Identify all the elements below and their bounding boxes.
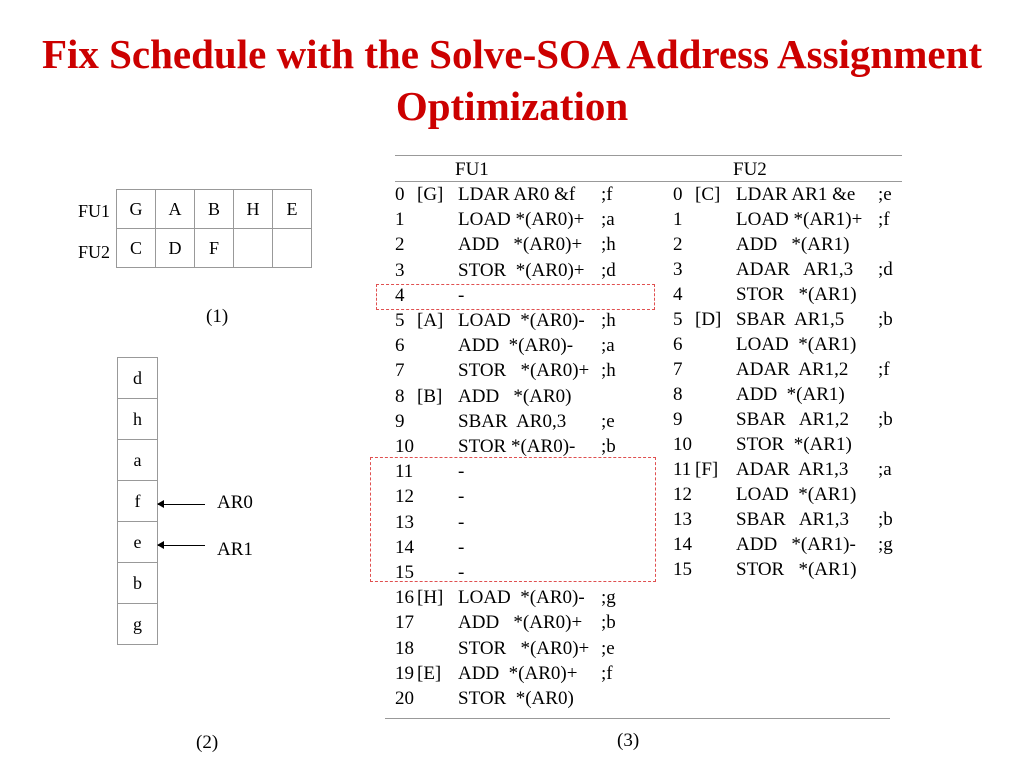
instruction: SBAR AR0,3 — [458, 410, 567, 432]
schedule-cell — [273, 229, 312, 268]
instruction: - — [458, 461, 465, 483]
line-number: 15 — [673, 559, 692, 580]
fu2-code-line — [673, 560, 908, 580]
fu2-code-line — [673, 285, 908, 305]
line-number: 1 — [395, 209, 405, 231]
memory-cell: b — [118, 563, 158, 604]
instruction: LOAD *(AR0)- — [458, 310, 585, 331]
line-number: 3 — [673, 259, 683, 280]
line-number: 9 — [673, 409, 683, 430]
fu2-code-line — [673, 410, 908, 430]
comment: ;e — [601, 637, 615, 659]
schedule-cell — [234, 229, 273, 268]
fu1-code-line — [395, 664, 631, 684]
fu1-code-line — [395, 336, 631, 356]
instruction: ADD *(AR1)- — [736, 534, 856, 555]
instruction: SBAR AR1,2 — [736, 409, 849, 430]
line-number: 20 — [395, 688, 414, 709]
instruction: STOR *(AR1) — [736, 284, 857, 305]
fu2-code-line — [673, 335, 908, 355]
instruction: LDAR AR0 &f — [458, 184, 576, 205]
fu2-code-line — [673, 460, 908, 480]
ar0-pointer-arrow — [158, 504, 205, 505]
line-number: 5 — [395, 310, 405, 331]
caption-3: (3) — [617, 730, 640, 751]
line-number: 14 — [673, 534, 692, 555]
comment: ;f — [601, 184, 613, 205]
line-number: 6 — [673, 334, 683, 355]
instruction: ADD *(AR1) — [736, 384, 845, 405]
instruction: STOR *(AR1) — [736, 559, 857, 580]
comment: ;a — [601, 335, 615, 357]
schedule-row-fu1 — [117, 190, 312, 229]
fu1-code-line — [395, 235, 631, 255]
comment: ;e — [878, 184, 892, 205]
fu1-code-line — [395, 261, 631, 281]
line-number: 7 — [395, 360, 405, 382]
instruction: LOAD *(AR1) — [736, 334, 857, 355]
line-number: 2 — [673, 234, 683, 255]
instruction: LOAD *(AR1) — [736, 484, 857, 505]
line-tag: [H] — [417, 587, 444, 609]
line-tag: [D] — [695, 309, 722, 330]
line-tag: [F] — [695, 459, 719, 480]
fu1-code-line — [395, 311, 631, 331]
instruction: ADD *(AR0)+ — [458, 234, 583, 256]
line-number: 4 — [673, 284, 683, 305]
line-number: 12 — [395, 486, 414, 508]
line-number: 10 — [395, 436, 414, 457]
line-tag: [B] — [417, 385, 443, 407]
schedule-cell: H — [234, 190, 273, 229]
line-number: 7 — [673, 359, 683, 380]
comment: ;a — [601, 209, 615, 231]
fu1-code-line — [395, 210, 631, 230]
comment: ;g — [601, 587, 616, 609]
fu2-code-line — [673, 185, 908, 205]
instruction: STOR *(AR0) — [458, 688, 574, 709]
instruction: - — [458, 486, 465, 508]
line-number: 11 — [673, 459, 692, 480]
fu1-code-line — [395, 185, 631, 205]
schedule-cell: G — [117, 190, 156, 229]
fu1-code-line — [395, 462, 631, 482]
line-number: 4 — [395, 284, 405, 306]
instruction: LOAD *(AR0)- — [458, 587, 585, 609]
fu1-code-line — [395, 689, 631, 709]
line-number: 16 — [395, 587, 414, 609]
line-number: 12 — [673, 484, 692, 505]
fu2-code-line — [673, 485, 908, 505]
comment: ;b — [878, 309, 893, 330]
memory-cell: e — [118, 522, 158, 563]
line-number: 10 — [673, 434, 692, 455]
line-number: 13 — [673, 509, 692, 530]
line-number: 14 — [395, 536, 414, 558]
fu1-code-line — [395, 412, 631, 432]
instruction: ADD *(AR0)- — [458, 335, 574, 357]
comment: ;b — [878, 409, 893, 430]
memory-cell: a — [118, 440, 158, 481]
line-number: 13 — [395, 511, 414, 533]
line-number: 11 — [395, 461, 414, 483]
line-tag: [G] — [417, 184, 444, 205]
comment: ;g — [878, 534, 893, 555]
line-number: 2 — [395, 234, 405, 256]
instruction: ADAR AR1,2 — [736, 359, 849, 380]
instruction: ADD *(AR0)+ — [458, 612, 583, 634]
instruction: STOR *(AR0)- — [458, 436, 576, 457]
schedule-row-fu2 — [117, 229, 312, 268]
fu2-code-line — [673, 235, 908, 255]
ar1-label: AR1 — [217, 539, 253, 560]
comment: ;b — [878, 509, 893, 530]
caption-2: (2) — [196, 732, 219, 753]
schedule-row-label-fu1: FU1 — [78, 201, 111, 221]
comment: ;b — [601, 612, 616, 634]
comment: ;h — [601, 310, 616, 331]
comment: ;f — [601, 662, 613, 684]
line-tag: [E] — [417, 662, 442, 684]
comment: ;f — [878, 359, 890, 380]
fu1-header: FU1 — [455, 159, 489, 180]
schedule-cell: E — [273, 190, 312, 229]
comment: ;a — [878, 459, 892, 480]
instruction: STOR *(AR0)+ — [458, 360, 590, 382]
line-number: 9 — [395, 410, 405, 432]
schedule-cell: A — [156, 190, 195, 229]
listing-header-rule — [395, 181, 902, 182]
fu1-code-line — [395, 437, 631, 457]
line-number: 5 — [673, 309, 683, 330]
instruction: STOR *(AR1) — [736, 434, 852, 455]
line-tag: [C] — [695, 184, 721, 205]
caption-1: (1) — [206, 306, 229, 327]
fu1-code-line — [395, 563, 631, 583]
instruction: - — [458, 562, 465, 583]
line-number: 8 — [673, 384, 683, 405]
instruction: ADAR AR1,3 — [736, 259, 854, 280]
comment: ;b — [601, 436, 616, 457]
instruction: - — [458, 536, 465, 558]
listing-top-rule — [395, 155, 902, 156]
fu2-code-line — [673, 210, 908, 230]
fu1-code-line — [395, 387, 631, 407]
comment: ;f — [878, 209, 890, 230]
instruction: - — [458, 511, 465, 533]
ar0-label: AR0 — [217, 492, 253, 513]
instruction: ADD *(AR0)+ — [458, 662, 578, 684]
comment: ;h — [601, 234, 616, 256]
fu1-code-line — [395, 538, 631, 558]
comment: ;h — [601, 360, 616, 382]
instruction: - — [458, 284, 465, 306]
line-number: 1 — [673, 209, 683, 230]
slide-title: Fix Schedule with the Solve-SOA Address Assignment Optimization — [41, 31, 983, 129]
memory-cell: h — [118, 399, 158, 440]
line-tag: [A] — [417, 310, 444, 331]
fu1-code-line — [395, 639, 631, 659]
memory-cell: g — [118, 604, 158, 645]
line-number: 8 — [395, 385, 405, 407]
fu2-header: FU2 — [733, 159, 767, 180]
fu1-code-line — [395, 588, 631, 608]
fu2-code-line — [673, 310, 908, 330]
instruction: STOR *(AR0)+ — [458, 637, 590, 659]
line-number: 6 — [395, 335, 405, 357]
line-number: 0 — [395, 184, 405, 205]
instruction: LOAD *(AR1)+ — [736, 209, 863, 230]
comment: ;d — [878, 259, 893, 280]
fu2-code-line — [673, 435, 908, 455]
listing-bottom-rule — [385, 718, 890, 719]
line-number: 17 — [395, 612, 414, 634]
instruction: ADD *(AR1) — [736, 234, 850, 255]
instruction: STOR *(AR0)+ — [458, 259, 585, 281]
comment: ;d — [601, 259, 616, 281]
memory-cell: f — [118, 481, 158, 522]
fu1-code-line — [395, 513, 631, 533]
schedule-table — [116, 189, 312, 268]
fu1-code-line — [395, 613, 631, 633]
instruction: LOAD *(AR0)+ — [458, 209, 585, 231]
memory-layout — [117, 357, 158, 645]
fu2-code-line — [673, 360, 908, 380]
instruction: SBAR AR1,5 — [736, 309, 845, 330]
fu1-code-line — [395, 286, 631, 306]
fu1-code-line — [395, 487, 631, 507]
schedule-row-label-fu2: FU2 — [78, 242, 111, 262]
fu2-code-line — [673, 260, 908, 280]
instruction: ADD *(AR0) — [458, 385, 572, 407]
memory-cell: d — [118, 358, 158, 399]
line-number: 0 — [673, 184, 683, 205]
line-number: 18 — [395, 637, 414, 659]
ar1-pointer-arrow — [158, 545, 205, 546]
comment: ;e — [601, 410, 615, 432]
line-number: 15 — [395, 562, 414, 583]
schedule-cell: D — [156, 229, 195, 268]
fu1-code-line — [395, 361, 631, 381]
instruction: ADAR AR1,3 — [736, 459, 849, 480]
schedule-cell: F — [195, 229, 234, 268]
fu2-code-line — [673, 535, 908, 555]
fu2-code-line — [673, 385, 908, 405]
line-number: 3 — [395, 259, 405, 281]
instruction: SBAR AR1,3 — [736, 509, 849, 530]
instruction: LDAR AR1 &e — [736, 184, 856, 205]
schedule-cell: C — [117, 229, 156, 268]
schedule-cell: B — [195, 190, 234, 229]
line-number: 19 — [395, 662, 414, 684]
fu2-code-line — [673, 510, 908, 530]
